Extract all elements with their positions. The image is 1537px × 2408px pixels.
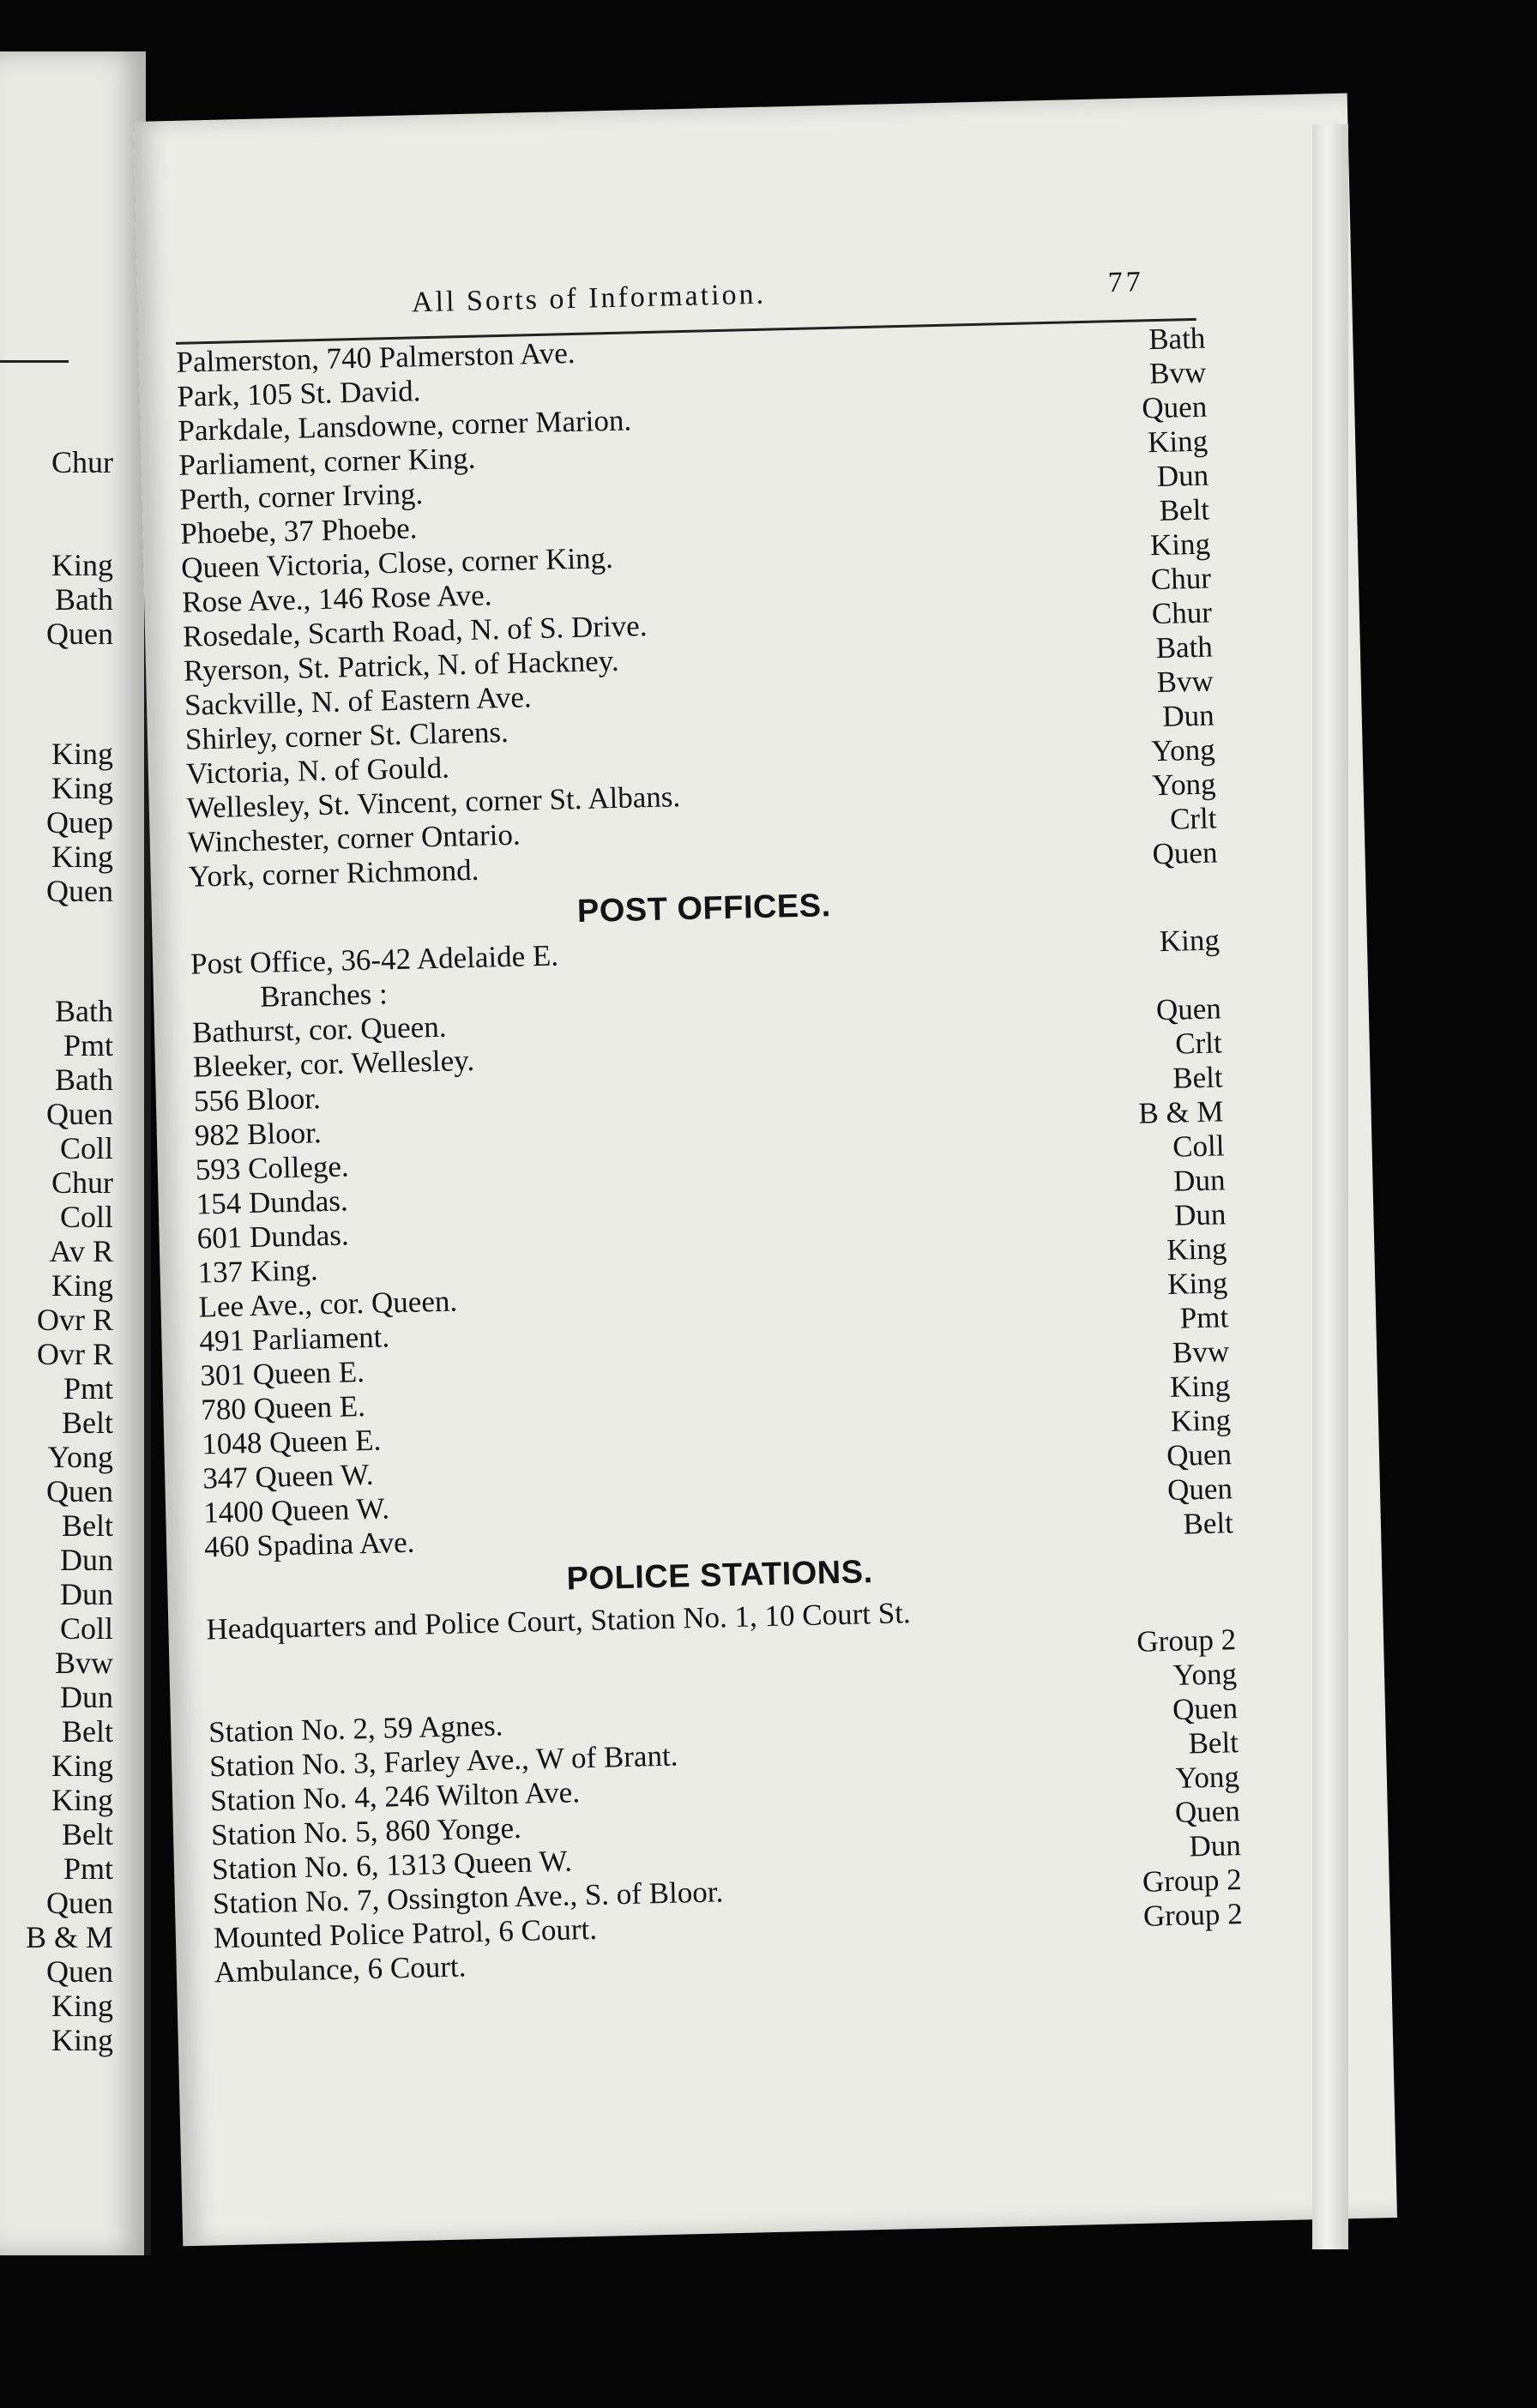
district-code: Bvw	[1172, 1334, 1230, 1370]
previous-page-code: King	[51, 1989, 113, 2023]
district-code: Group 2	[1136, 1622, 1237, 1659]
district-code: King	[1147, 424, 1209, 460]
entry-name: Phoebe, 37 Phoebe.	[179, 511, 418, 551]
book-page	[133, 93, 1397, 2247]
previous-page-code: King	[51, 1749, 113, 1783]
previous-page-code: Belt	[62, 1508, 113, 1543]
district-code: Quen	[1141, 389, 1208, 425]
entry-name: 301 Queen E.	[200, 1355, 365, 1393]
entry-name: 780 Queen E.	[200, 1389, 366, 1427]
district-code: Belt	[1172, 1060, 1224, 1095]
entry-name: Headquarters and Police Court, Station No. 1, 10 Court St.	[205, 1596, 912, 1646]
previous-page-code: Bath	[55, 994, 113, 1028]
page-edge	[1312, 124, 1348, 2249]
district-code: King	[1170, 1403, 1232, 1438]
district-code: Yong	[1175, 1760, 1240, 1795]
previous-page-code: B & M	[25, 1920, 113, 1954]
district-code: Dun	[1188, 1828, 1242, 1863]
district-code: Quen	[1166, 1472, 1233, 1508]
district-code: Chur	[1151, 595, 1213, 631]
entry-name: 137 King.	[197, 1253, 319, 1290]
previous-page-code: King	[51, 840, 113, 874]
district-code: Belt	[1188, 1725, 1239, 1761]
district-code: Dun	[1161, 698, 1215, 733]
district-code: Dun	[1172, 1163, 1226, 1198]
district-code: Quen	[1155, 991, 1222, 1027]
entry-name: Ambulance, 6 Court.	[214, 1949, 467, 1990]
previous-page-code: Quen	[46, 874, 113, 908]
district-code: Yong	[1172, 1657, 1238, 1692]
previous-page-code: Pmt	[63, 1851, 113, 1886]
running-head: All Sorts of Information.	[411, 278, 767, 319]
district-code: Quen	[1174, 1794, 1241, 1829]
district-code: B & M	[1137, 1094, 1224, 1130]
previous-page-code: King	[51, 2023, 113, 2057]
entry-name: Lee Ave., cor. Queen.	[198, 1284, 458, 1324]
entry-name: Station No. 5, 860 Yonge.	[210, 1810, 522, 1852]
previous-page-code: Chur	[51, 1165, 113, 1200]
branches-label: Branches :	[259, 977, 389, 1014]
previous-page-code: Dun	[60, 1680, 113, 1714]
entry-name: Rosedale, Scarth Road, N. of S. Drive.	[182, 609, 648, 653]
entry-name: York, corner Richmond.	[188, 852, 479, 894]
entry-name: 601 Dundas.	[196, 1218, 350, 1255]
district-code: Pmt	[1179, 1300, 1229, 1335]
previous-page-code: Belt	[62, 1714, 113, 1749]
previous-page-code: Ovr R	[37, 1303, 113, 1337]
entry-name: 347 Queen W.	[202, 1457, 374, 1496]
previous-page-code: Coll	[59, 1611, 113, 1646]
entry-name: Station No. 7, Ossington Ave., S. of Bloor.	[212, 1875, 724, 1921]
entry-name: Parliament, corner King.	[178, 441, 476, 482]
entry-name: Rose Ave., 146 Rose Ave.	[181, 578, 492, 619]
previous-page-code: Quen	[46, 1474, 113, 1508]
entry-name: Park, 105 St. David.	[177, 374, 421, 413]
district-code: Crlt	[1169, 801, 1217, 836]
previous-page-code: King	[51, 737, 113, 771]
entry-name: 491 Parliament.	[199, 1320, 390, 1358]
previous-page-code: Quen	[46, 1954, 113, 1989]
previous-page-code: King	[51, 1268, 113, 1303]
entry-name: 1048 Queen E.	[201, 1423, 382, 1461]
entry-name: 593 College.	[195, 1149, 350, 1187]
entry-name: Wellesley, St. Vincent, corner St. Albans.	[186, 780, 681, 825]
district-code: Quen	[1166, 1437, 1233, 1473]
entry-name: Ryerson, St. Patrick, N. of Hackney.	[183, 643, 620, 688]
district-code: Bvw	[1148, 355, 1207, 391]
entry-name: Sackville, N. of Eastern Ave.	[184, 680, 533, 722]
entry-name: Perth, corner Irving.	[178, 477, 424, 516]
district-code: Bath	[1155, 629, 1214, 665]
previous-page-code: King	[51, 548, 113, 582]
entry-name: Bathurst, cor. Queen.	[191, 1009, 447, 1050]
previous-page	[0, 51, 146, 2255]
entry-name: Queen Victoria, Close, corner King.	[180, 540, 614, 585]
previous-page-code: Quep	[46, 805, 113, 840]
district-code: Group 2	[1142, 1863, 1243, 1899]
entry-name: 154 Dundas.	[196, 1183, 349, 1221]
district-code: Belt	[1159, 492, 1210, 527]
entry-name: Victoria, N. of Gould.	[185, 750, 450, 791]
district-code: Dun	[1156, 458, 1209, 493]
entry-name: Winchester, corner Ontario.	[187, 817, 521, 859]
district-code: Yong	[1150, 732, 1216, 768]
entry-name: Station No. 4, 246 Wilton Ave.	[209, 1775, 581, 1818]
previous-page-code: Yong	[47, 1440, 113, 1474]
page-number: 77	[1107, 266, 1145, 299]
entry-name: Station No. 6, 1313 Queen W.	[211, 1844, 573, 1887]
district-code: King	[1166, 1231, 1227, 1267]
previous-page-code: King	[51, 771, 113, 805]
entry-name: Post Office, 36-42 Adelaide E.	[190, 938, 559, 981]
district-code: Crlt	[1174, 1026, 1223, 1061]
district-code: King	[1169, 1369, 1231, 1404]
district-code: Quen	[1152, 835, 1218, 871]
police-stations-heading: POLICE STATIONS.	[566, 1554, 874, 1598]
entry-name: 982 Bloor.	[194, 1116, 322, 1153]
previous-page-code: Bath	[55, 1063, 113, 1097]
district-code: Bvw	[1156, 664, 1215, 700]
district-code: Quen	[1172, 1691, 1239, 1726]
entry-name: Palmerston, 740 Palmerston Ave.	[176, 335, 576, 379]
district-code: King	[1159, 923, 1221, 959]
previous-page-code: Chur	[51, 445, 113, 479]
district-code: Dun	[1173, 1197, 1227, 1232]
entry-name: Mounted Police Patrol, 6 Court.	[213, 1911, 598, 1955]
previous-page-code: King	[51, 1783, 113, 1817]
previous-page-code: Belt	[62, 1817, 113, 1851]
district-code: King	[1166, 1266, 1228, 1301]
district-code: Yong	[1151, 767, 1216, 803]
district-code: Chur	[1150, 561, 1212, 597]
entry-name: 556 Bloor.	[193, 1081, 322, 1118]
entry-name: Station No. 2, 59 Agnes.	[208, 1708, 503, 1749]
entry-name: Shirley, corner St. Clarens.	[184, 714, 509, 756]
previous-page-code: Quen	[46, 1886, 113, 1920]
previous-page-code: Belt	[62, 1406, 113, 1440]
previous-page-code: Pmt	[63, 1028, 113, 1063]
entry-name: Station No. 3, Farley Ave., W of Brant.	[208, 1738, 678, 1784]
previous-page-code: Pmt	[63, 1371, 113, 1406]
district-code: Coll	[1172, 1129, 1225, 1164]
post-offices-heading: POST OFFICES.	[576, 888, 832, 930]
entry-name: 460 Spadina Ave.	[203, 1525, 415, 1564]
previous-page-code: Coll	[59, 1200, 113, 1234]
previous-page-code: Coll	[59, 1131, 113, 1165]
district-code: King	[1149, 527, 1211, 563]
previous-page-code: Bvw	[54, 1646, 113, 1680]
entry-name: 1400 Queen W.	[202, 1491, 390, 1530]
previous-page-code: Dun	[60, 1543, 113, 1577]
previous-page-code: Av R	[49, 1234, 113, 1268]
entry-name: Parkdale, Lansdowne, corner Marion.	[178, 403, 632, 448]
district-code: Bath	[1148, 321, 1206, 357]
previous-page-rule	[0, 360, 69, 363]
entry-name: Bleeker, cor. Wellesley.	[192, 1043, 475, 1084]
previous-page-code: Dun	[60, 1577, 113, 1611]
district-code: Group 2	[1142, 1897, 1244, 1933]
previous-page-code: Ovr R	[37, 1337, 113, 1371]
previous-page-code: Bath	[55, 582, 113, 617]
previous-page-code: Quen	[46, 1097, 113, 1131]
previous-page-code: Quen	[46, 617, 113, 651]
district-code: Belt	[1183, 1506, 1234, 1541]
